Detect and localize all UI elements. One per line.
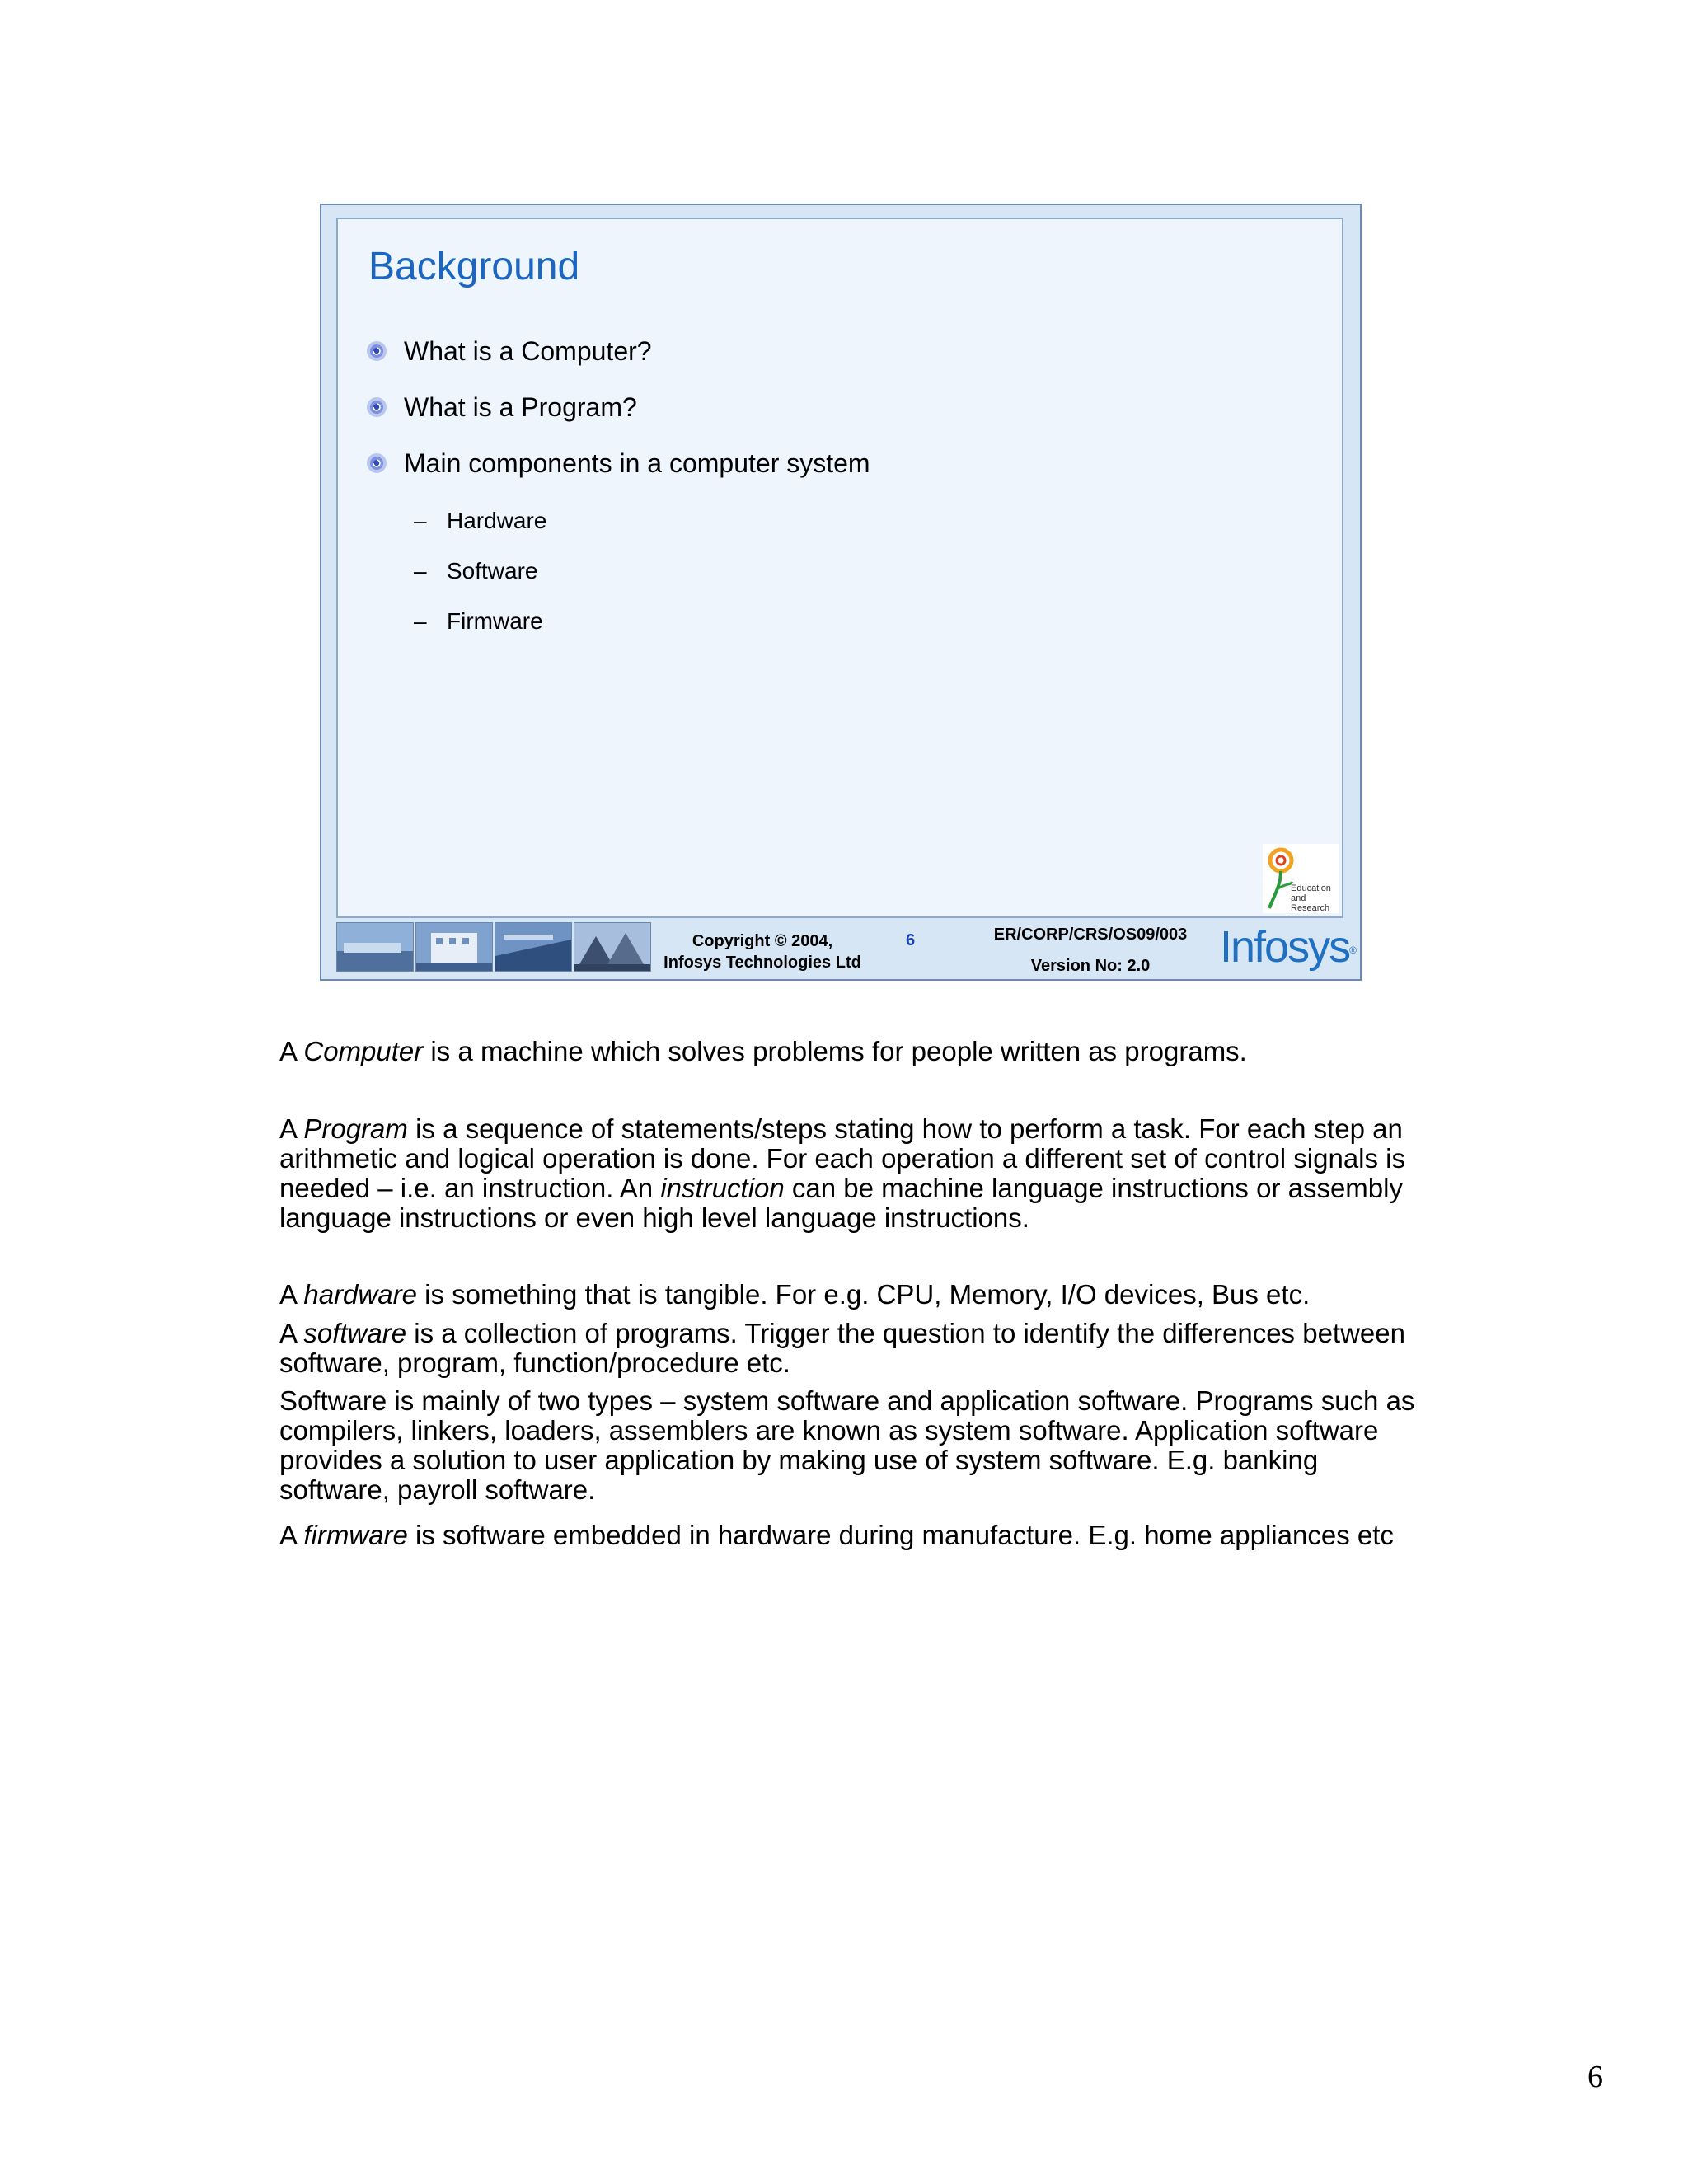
bullet-item xyxy=(366,391,870,447)
sub-bullet-item xyxy=(414,557,546,607)
slide-number: 6 xyxy=(906,931,916,949)
sub-bullet-text: Firmware xyxy=(447,608,543,634)
dash-marker: – xyxy=(414,608,427,634)
note-paragraph: A hardware is something that is tangible. For e.g. CPU, Memory, I/O devices, Bus etc. xyxy=(279,1279,1311,1310)
note-paragraph: A firmware is software embedded in hardware during manufacture. E.g. home appliances etc xyxy=(279,1520,1394,1550)
sub-bullet-item xyxy=(414,507,546,557)
dash-marker: – xyxy=(414,558,427,583)
swirl-bullet-icon xyxy=(366,340,387,362)
note-paragraph: A Program is a sequence of statements/steps stating how to perform a task. For each step an arithmetic and logical operation is done. For each operation a different set of control signals is needed – i.e. an instruction. An instruction can be machine language instructions or assembly language instructions or even high level language instructions. xyxy=(279,1113,1406,1233)
bullet-list xyxy=(366,335,870,503)
slide-content xyxy=(336,218,1343,918)
sub-bullet-list xyxy=(414,507,546,658)
bullet-item xyxy=(366,447,870,503)
infosys-logo: Infosys® xyxy=(1220,922,1357,972)
document-code: ER/CORP/CRS/OS09/003 Version No: 2.0 xyxy=(993,926,1188,975)
education-research-logo xyxy=(1263,844,1339,913)
slide-footer xyxy=(336,921,1357,977)
swirl-bullet-icon xyxy=(366,452,387,474)
sub-bullet-text: Software xyxy=(447,558,538,583)
campus-photo-thumbnail xyxy=(574,922,651,972)
page-number: 6 xyxy=(1587,2060,1603,2094)
slide-frame xyxy=(320,204,1362,981)
copyright-notice: Copyright © 2004, Infosys Technologies Ltd xyxy=(663,932,861,972)
campus-photo-thumbnail xyxy=(415,922,493,972)
dash-marker: – xyxy=(414,508,427,533)
swirl-bullet-icon xyxy=(366,396,387,418)
campus-photo-thumbnail xyxy=(495,922,572,972)
slide-title: Background xyxy=(368,245,580,288)
sub-bullet-item xyxy=(414,607,546,658)
note-paragraph: A Computer is a machine which solves problems for people written as programs. xyxy=(279,1036,1247,1066)
note-paragraph: A software is a collection of programs. Trigger the question to identify the differences between software, program, function/procedure etc. xyxy=(279,1318,1405,1378)
er-logo-text: Education and Research xyxy=(1291,883,1331,913)
bullet-text: What is a Program? xyxy=(404,392,637,422)
note-paragraph: Software is mainly of two types – system software and application software. Programs such as compilers, linkers, loaders, assemblers are known as system software. Application software provides a solution to user application by making use of system software. E.g. banking software, payroll software. xyxy=(279,1385,1415,1505)
bullet-text: Main components in a computer system xyxy=(404,448,870,478)
sub-bullet-text: Hardware xyxy=(447,508,547,533)
bullet-text: What is a Computer? xyxy=(404,336,652,366)
campus-photo-thumbnail xyxy=(336,922,414,972)
bullet-item xyxy=(366,335,870,391)
